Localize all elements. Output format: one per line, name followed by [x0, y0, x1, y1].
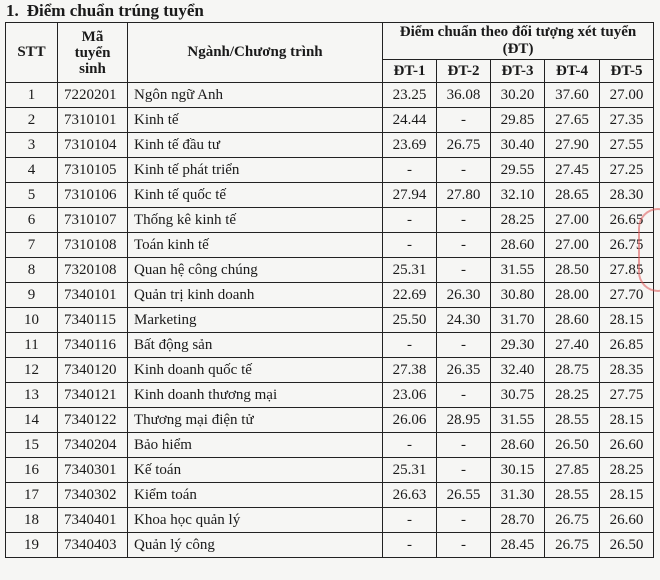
table-row	[6, 333, 654, 358]
table-row	[6, 508, 654, 533]
header-ma-tuyen-sinh	[58, 23, 128, 83]
row-score-dt-3: 30.40	[491, 133, 545, 158]
row-ma: 7310101	[58, 108, 128, 133]
table-row	[6, 433, 654, 458]
header-group-line-1: Điểm chuẩn theo đối tượng xét tuyển	[399, 24, 637, 40]
row-score-dt-4: 26.75	[545, 533, 600, 558]
row-ma: 7340116	[58, 333, 128, 358]
row-nganh: Ngôn ngữ Anh	[128, 83, 383, 108]
table-row	[6, 283, 654, 308]
row-nganh: Kiểm toán	[128, 483, 383, 508]
row-score-dt-4: 27.40	[545, 333, 600, 358]
row-nganh: Toán kinh tế	[128, 233, 383, 258]
row-stt: 15	[6, 433, 58, 458]
header-dt-2: ĐT-2	[437, 60, 491, 83]
table-row	[6, 133, 654, 158]
row-score-dt-4: 28.55	[545, 408, 600, 433]
row-score-dt-2: -	[437, 333, 491, 358]
row-stt: 2	[6, 108, 58, 133]
row-score-dt-2: 26.75	[437, 133, 491, 158]
row-nganh: Khoa học quản lý	[128, 508, 383, 533]
row-score-dt-5: 26.50	[600, 533, 654, 558]
row-stt: 3	[6, 133, 58, 158]
row-score-dt-4: 28.25	[545, 383, 600, 408]
row-score-dt-1: 25.50	[383, 308, 437, 333]
header-score-group	[383, 23, 654, 60]
row-score-dt-5: 27.70	[600, 283, 654, 308]
row-score-dt-4: 27.45	[545, 158, 600, 183]
row-score-dt-5: 26.85	[600, 333, 654, 358]
row-score-dt-5: 27.25	[600, 158, 654, 183]
row-score-dt-5: 28.15	[600, 483, 654, 508]
row-score-dt-3: 30.75	[491, 383, 545, 408]
row-score-dt-4: 27.85	[545, 458, 600, 483]
row-ma: 7310105	[58, 158, 128, 183]
row-ma: 7220201	[58, 83, 128, 108]
row-stt: 7	[6, 233, 58, 258]
row-nganh: Marketing	[128, 308, 383, 333]
row-score-dt-3: 30.20	[491, 83, 545, 108]
row-nganh: Kinh tế	[128, 108, 383, 133]
row-score-dt-4: 28.00	[545, 283, 600, 308]
header-dt-5: ĐT-5	[600, 60, 654, 83]
row-stt: 12	[6, 358, 58, 383]
table-row	[6, 183, 654, 208]
row-score-dt-3: 31.30	[491, 483, 545, 508]
red-stamp-edge	[638, 208, 660, 292]
row-ma: 7340120	[58, 358, 128, 383]
row-ma: 7310104	[58, 133, 128, 158]
row-score-dt-4: 28.65	[545, 183, 600, 208]
row-score-dt-3: 31.55	[491, 258, 545, 283]
row-score-dt-3: 28.45	[491, 533, 545, 558]
row-stt: 14	[6, 408, 58, 433]
table-row	[6, 158, 654, 183]
row-score-dt-4: 26.75	[545, 508, 600, 533]
table-body	[6, 83, 654, 558]
row-ma: 7340401	[58, 508, 128, 533]
row-nganh: Bảo hiểm	[128, 433, 383, 458]
row-score-dt-1: -	[383, 433, 437, 458]
row-score-dt-3: 28.70	[491, 508, 545, 533]
table-row	[6, 208, 654, 233]
row-nganh: Quản trị kinh doanh	[128, 283, 383, 308]
row-nganh: Bất động sản	[128, 333, 383, 358]
row-score-dt-4: 28.55	[545, 483, 600, 508]
row-score-dt-4: 28.75	[545, 358, 600, 383]
table-row	[6, 533, 654, 558]
row-score-dt-2: 27.80	[437, 183, 491, 208]
row-stt: 11	[6, 333, 58, 358]
row-score-dt-2: 36.08	[437, 83, 491, 108]
table-row	[6, 83, 654, 108]
header-dt-1: ĐT-1	[383, 60, 437, 83]
row-score-dt-4: 27.90	[545, 133, 600, 158]
header-dt-3: ĐT-3	[491, 60, 545, 83]
row-score-dt-3: 29.30	[491, 333, 545, 358]
row-score-dt-5: 26.65	[600, 208, 654, 233]
row-nganh: Kinh doanh thương mại	[128, 383, 383, 408]
row-score-dt-2: 26.35	[437, 358, 491, 383]
row-score-dt-2: -	[437, 433, 491, 458]
row-score-dt-4: 28.60	[545, 308, 600, 333]
row-score-dt-4: 28.50	[545, 258, 600, 283]
row-nganh: Kinh tế đầu tư	[128, 133, 383, 158]
row-score-dt-1: -	[383, 233, 437, 258]
row-score-dt-2: 28.95	[437, 408, 491, 433]
row-stt: 10	[6, 308, 58, 333]
row-score-dt-3: 29.55	[491, 158, 545, 183]
row-score-dt-5: 28.25	[600, 458, 654, 483]
row-score-dt-1: -	[383, 333, 437, 358]
row-stt: 9	[6, 283, 58, 308]
table-row	[6, 358, 654, 383]
row-score-dt-1: 25.31	[383, 258, 437, 283]
row-score-dt-1: 25.31	[383, 458, 437, 483]
row-score-dt-3: 30.80	[491, 283, 545, 308]
table-row	[6, 483, 654, 508]
row-ma: 7340403	[58, 533, 128, 558]
table-row	[6, 408, 654, 433]
row-stt: 17	[6, 483, 58, 508]
row-score-dt-1: -	[383, 533, 437, 558]
row-nganh: Kinh doanh quốc tế	[128, 358, 383, 383]
row-ma: 7340101	[58, 283, 128, 308]
row-ma: 7340122	[58, 408, 128, 433]
row-ma: 7320108	[58, 258, 128, 283]
row-stt: 4	[6, 158, 58, 183]
header-stt: STT	[6, 23, 58, 83]
row-score-dt-5: 28.35	[600, 358, 654, 383]
row-nganh: Quan hệ công chúng	[128, 258, 383, 283]
row-score-dt-2: 26.30	[437, 283, 491, 308]
table-row	[6, 458, 654, 483]
row-score-dt-2: -	[437, 258, 491, 283]
row-score-dt-5: 28.15	[600, 308, 654, 333]
row-score-dt-5: 27.35	[600, 108, 654, 133]
row-score-dt-3: 32.40	[491, 358, 545, 383]
row-score-dt-2: 24.30	[437, 308, 491, 333]
row-score-dt-3: 31.55	[491, 408, 545, 433]
row-score-dt-3: 30.15	[491, 458, 545, 483]
table-row	[6, 308, 654, 333]
row-stt: 1	[6, 83, 58, 108]
row-score-dt-1: 23.06	[383, 383, 437, 408]
row-score-dt-3: 28.25	[491, 208, 545, 233]
row-nganh: Kế toán	[128, 458, 383, 483]
row-score-dt-2: -	[437, 383, 491, 408]
row-ma: 7340302	[58, 483, 128, 508]
table-row	[6, 383, 654, 408]
row-score-dt-5: 26.75	[600, 233, 654, 258]
row-score-dt-5: 27.00	[600, 83, 654, 108]
row-score-dt-4: 27.65	[545, 108, 600, 133]
row-score-dt-3: 29.85	[491, 108, 545, 133]
row-score-dt-3: 28.60	[491, 233, 545, 258]
header-ma-line-3: sinh	[79, 60, 106, 77]
row-score-dt-1: 23.25	[383, 83, 437, 108]
header-dt-4: ĐT-4	[545, 60, 600, 83]
row-nganh: Kinh tế phát triển	[128, 158, 383, 183]
header-nganh: Ngành/Chương trình	[128, 23, 383, 83]
row-stt: 5	[6, 183, 58, 208]
row-stt: 16	[6, 458, 58, 483]
row-ma: 7340115	[58, 308, 128, 333]
row-score-dt-1: -	[383, 508, 437, 533]
admission-score-table	[5, 22, 654, 558]
section-heading	[6, 0, 646, 22]
row-score-dt-5: 27.75	[600, 383, 654, 408]
row-score-dt-3: 31.70	[491, 308, 545, 333]
row-stt: 13	[6, 383, 58, 408]
row-score-dt-1: 23.69	[383, 133, 437, 158]
row-stt: 19	[6, 533, 58, 558]
row-score-dt-1: 26.06	[383, 408, 437, 433]
row-stt: 8	[6, 258, 58, 283]
row-score-dt-2: -	[437, 533, 491, 558]
row-nganh: Kinh tế quốc tế	[128, 183, 383, 208]
row-score-dt-5: 26.60	[600, 433, 654, 458]
row-score-dt-5: 28.30	[600, 183, 654, 208]
row-score-dt-2: -	[437, 208, 491, 233]
row-score-dt-2: -	[437, 108, 491, 133]
row-score-dt-5: 27.85	[600, 258, 654, 283]
row-score-dt-4: 26.50	[545, 433, 600, 458]
row-score-dt-5: 27.55	[600, 133, 654, 158]
row-ma: 7310106	[58, 183, 128, 208]
row-ma: 7340204	[58, 433, 128, 458]
row-ma: 7310107	[58, 208, 128, 233]
row-ma: 7340301	[58, 458, 128, 483]
row-score-dt-4: 27.00	[545, 208, 600, 233]
row-score-dt-1: 26.63	[383, 483, 437, 508]
header-group-line-2: (ĐT)	[502, 41, 534, 57]
row-score-dt-2: -	[437, 158, 491, 183]
row-stt: 18	[6, 508, 58, 533]
row-score-dt-5: 28.15	[600, 408, 654, 433]
row-score-dt-2: -	[437, 233, 491, 258]
row-score-dt-1: 27.38	[383, 358, 437, 383]
table-row	[6, 233, 654, 258]
row-score-dt-1: -	[383, 208, 437, 233]
row-stt: 6	[6, 208, 58, 233]
row-score-dt-1: 27.94	[383, 183, 437, 208]
row-score-dt-2: 26.55	[437, 483, 491, 508]
row-score-dt-4: 27.00	[545, 233, 600, 258]
row-score-dt-3: 28.60	[491, 433, 545, 458]
header-ma-line-2: tuyển	[74, 44, 111, 61]
section-number: 1.	[6, 1, 19, 20]
section-title: Điểm chuẩn trúng tuyển	[26, 1, 204, 20]
row-score-dt-5: 26.60	[600, 508, 654, 533]
row-score-dt-1: -	[383, 158, 437, 183]
table-row	[6, 108, 654, 133]
row-ma: 7310108	[58, 233, 128, 258]
row-score-dt-1: 22.69	[383, 283, 437, 308]
table-row	[6, 258, 654, 283]
header-ma-line-1: Mã	[81, 28, 104, 45]
row-nganh: Quản lý công	[128, 533, 383, 558]
row-ma: 7340121	[58, 383, 128, 408]
row-nganh: Thương mại điện tử	[128, 408, 383, 433]
row-score-dt-2: -	[437, 508, 491, 533]
row-score-dt-3: 32.10	[491, 183, 545, 208]
row-nganh: Thống kê kinh tế	[128, 208, 383, 233]
row-score-dt-2: -	[437, 458, 491, 483]
row-score-dt-4: 37.60	[545, 83, 600, 108]
row-score-dt-1: 24.44	[383, 108, 437, 133]
